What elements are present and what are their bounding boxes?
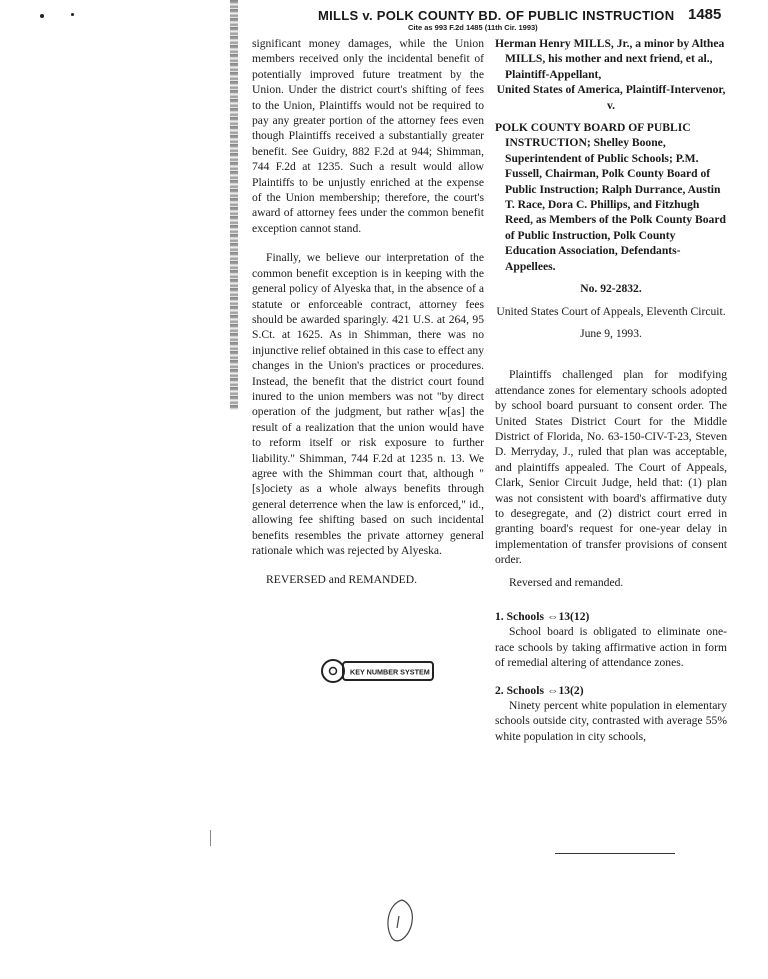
right-column — [495, 36, 727, 744]
key-logo-text: KEY NUMBER SYSTEM — [350, 667, 430, 677]
case-caption — [495, 36, 727, 274]
scan-speck — [71, 13, 74, 16]
intervenor-party: United States of America, Plaintiff-Intervenor, — [496, 83, 726, 97]
appellant-party: Herman Henry MILLS, Jr., a minor by Althea MILLS, his mother and next friend, et al., Plaintiff-Appellant, — [495, 37, 725, 81]
key-number-system-logo — [320, 656, 436, 686]
headnote-text: School board is obligated to eliminate one-race schools by taking affirmative action in form of remedial altering of attendance zones. — [495, 625, 727, 670]
versus: v. — [606, 98, 616, 112]
page-number: 1485 — [688, 6, 722, 23]
scan-mark — [210, 830, 211, 846]
court-name: United States Court of Appeals, Eleventh Circuit. — [496, 304, 726, 318]
synopsis: Plaintiffs challenged plan for modifying attendance zones for elementary schools adopted by school board pursuant to consent order. The United States District Court for the Middle District of Florida, No. 63-150-CIV-T-23, Steven D. Merryday, J., ruled that plan was acceptable, and plaintiffs appealed. The Court of Appeals, Clark, Senior Circuit Judge, held that: (1) plan was not consistent with board's affirmative duty to desegregate, and (2) district court erred in granting board's request for one-year delay in implementation of transfer provisions of consent order. — [495, 368, 727, 567]
headnote-heading: 1. Schools ⇔13(12) — [495, 610, 590, 623]
headnote-text: Ninety percent white population in elementary schools outside city, contrasted with average 55% white population in city schools, — [495, 699, 727, 743]
disposition: REVERSED and REMANDED. — [266, 573, 418, 587]
left-column — [252, 36, 484, 588]
decision-date: June 9, 1993. — [580, 326, 642, 340]
handwritten-mark-icon — [380, 896, 420, 946]
citation-line: Cite as 993 F.2d 1485 (11th Cir. 1993) — [408, 23, 538, 32]
docket-number: No. 92-2832. — [580, 282, 642, 296]
scan-binding-edge — [230, 0, 238, 410]
holding: Reversed and remanded. — [509, 575, 624, 589]
opinion-paragraph: significant money damages, while the Union members received only the incidental benefit of potentially improved future treatment by the Union. Under the district court's shifting of fees to the Union, Plaintiffs would not be required to pay any greater portion of the attorney fees even though Plaintiffs received a substantially greater benefit. See Guidry, 882 F.2d at 944; Shimman, 744 F.2d at 1235. Such a result would allow Plaintiffs to be unjustly enriched at the expense of the Union membership; therefore, the court's award of attorney fees under the common benefit exception cannot stand. — [252, 37, 484, 235]
appellee-party: POLK COUNTY BOARD OF PUBLIC INSTRUCTION; Shelley Boone, Superintendent of Public Schools; P.M. Fussell, Chairman, Polk County Board of Public Instruction; Ralph Durrance, Austin T. Race, Dora C. Phillips, and Fitzhugh Reed, as Members of the Polk County Board of Public Instruction, Polk County Education Association, Defendants-Appellees. — [495, 121, 726, 273]
headnote-heading: 2. Schools ⇔13(2) — [495, 683, 584, 697]
running-head-title: MILLS v. POLK COUNTY BD. OF PUBLIC INSTRUCTION — [318, 8, 675, 23]
opinion-paragraph: Finally, we believe our interpretation of the common benefit exception is in keeping with the general policy of Alyeska that, in the absence of a statute or enforceable contract, attorney fees should be awarded sparingly. 421 U.S. at 264, 95 S.Ct. at 1625. As in Shimman, there was no injunctive relief obtained in this case to effect any changes in the Union's practices or procedures. Instead, the benefit that the district court found inured to the union members was not "by direct operation of the judgment, but rather w[as] the result of a realization that the union would have to reform itself or risk exposure to further liability." Shimman, 744 F.2d at 1235 n. 13. We agree with the Shimman court that, although "[s]ociety as a whole always benefits through general deterrence when the law is enforced," id., allowing fee shifting based on such incidental benefits resembles the private attorney general rationale which was rejected by Alyeska. — [252, 251, 484, 557]
scan-speck — [40, 14, 44, 18]
column-end-rule — [555, 853, 675, 854]
